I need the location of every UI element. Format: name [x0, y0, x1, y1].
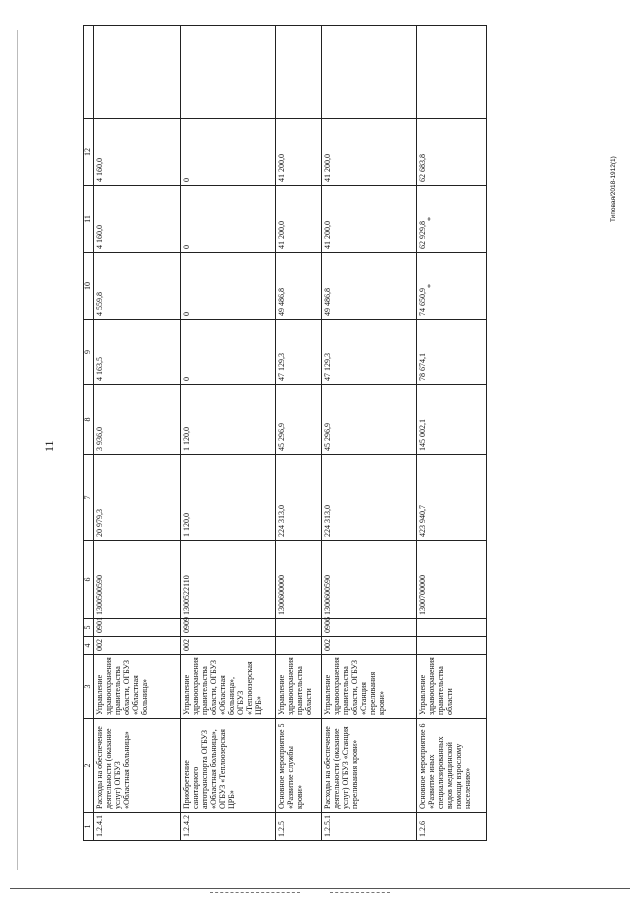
row-target-article: 1300522110	[181, 541, 276, 619]
row-code: 1.2.5.1	[322, 813, 417, 841]
row-year-5: 62 683,8	[417, 119, 487, 186]
row-grbs	[417, 637, 487, 655]
row-year-1: 1 120,0	[181, 385, 276, 455]
table-row	[417, 26, 487, 841]
header-cell: 11	[84, 186, 94, 253]
row-year-4	[417, 186, 487, 253]
row-total: 224 313,0	[322, 455, 417, 541]
row-executor: Управление здравоохранения правительства области	[276, 655, 322, 719]
rotated-table-container	[83, 36, 487, 841]
row-section: 0906	[322, 619, 417, 637]
header-cell: 10	[84, 253, 94, 320]
row-year-2: 0	[181, 320, 276, 385]
row-description: Приобретение санитарного автотранспорта ОГБУЗ «Областная больница», ОГБУЗ «Теплоозерская ЦРБ»	[181, 719, 276, 813]
row-total: 20 979,3	[94, 455, 181, 541]
row-blank	[94, 26, 181, 119]
row-section	[276, 619, 322, 637]
row-grbs: 002	[322, 637, 417, 655]
table-row	[181, 26, 276, 841]
row-year-1: 45 296,9	[322, 385, 417, 455]
row-section: 0909	[181, 619, 276, 637]
row-executor: Управление здравоохранения правительства области	[417, 655, 487, 719]
row-description: Расходы на обеспечение деятельности (оказание услуг) ОГБУЗ «Станция переливания крови»	[322, 719, 417, 813]
page-bottom-rule	[10, 888, 630, 889]
row-year-3	[417, 253, 487, 320]
document-code: Типовая/2018-1912(1)	[610, 156, 617, 222]
row-year-1: 145 002,1	[417, 385, 487, 455]
row-year-2: 47 129,3	[322, 320, 417, 385]
row-total: 224 313,0	[276, 455, 322, 541]
row-grbs: 002	[181, 637, 276, 655]
table-row	[94, 26, 181, 841]
row-year-1: 3 936,0	[94, 385, 181, 455]
scan-artifact-dash	[210, 892, 300, 893]
row-target-article: 1300600000	[276, 541, 322, 619]
row-year-3-value: 74 650,9	[418, 288, 427, 316]
row-total: 423 940,7	[417, 455, 487, 541]
row-description: Основное мероприятие 6 «Развитие иных специализированных видов медицинской помощи взрослому населению»	[417, 719, 487, 813]
row-code: 1.2.4.2	[181, 813, 276, 841]
row-code: 1.2.4.1	[94, 813, 181, 841]
row-year-5: 41 200,0	[276, 119, 322, 186]
row-year-1: 45 296,9	[276, 385, 322, 455]
budget-table	[83, 25, 487, 841]
scan-artifact-dash	[330, 892, 390, 893]
header-cell-blank	[84, 26, 94, 119]
header-cell: 12	[84, 119, 94, 186]
row-year-5: 0	[181, 119, 276, 186]
table-row	[276, 26, 322, 841]
row-target-article: 1300500590	[94, 541, 181, 619]
header-cell: 6	[84, 541, 94, 619]
header-cell: 7	[84, 455, 94, 541]
row-year-4: 0	[181, 186, 276, 253]
row-year-3: 49 486,8	[322, 253, 417, 320]
row-year-5: 4 160,0	[94, 119, 181, 186]
row-section: 0901	[94, 619, 181, 637]
table-row	[322, 26, 417, 841]
scan-edge-line	[17, 30, 18, 870]
row-section	[417, 619, 487, 637]
header-cell: 9	[84, 320, 94, 385]
row-year-5: 41 200,0	[322, 119, 417, 186]
row-executor: Управление здравоохранения правительства области, ОГБУЗ «Областная больница»	[94, 655, 181, 719]
row-executor: Управление здравоохранения правительства области, ОГБУЗ «Областная больница», ОГБУЗ «Теплоозерская ЦРБ»	[181, 655, 276, 719]
header-cell: 5	[84, 619, 94, 637]
row-code: 1.2.6	[417, 813, 487, 841]
row-blank	[322, 26, 417, 119]
row-year-4-value: 62 929,8	[418, 221, 427, 249]
page-number: 11	[42, 440, 56, 452]
row-target-article: 1300700000	[417, 541, 487, 619]
row-grbs: 002	[94, 637, 181, 655]
row-blank	[276, 26, 322, 119]
row-year-3: 4 559,8	[94, 253, 181, 320]
header-cell: 1	[84, 813, 94, 841]
header-cell: 2	[84, 719, 94, 813]
row-blank	[417, 26, 487, 119]
row-blank	[181, 26, 276, 119]
row-year-2: 78 674,1	[417, 320, 487, 385]
row-year-4: 41 200,0	[322, 186, 417, 253]
row-grbs	[276, 637, 322, 655]
row-year-3: 0	[181, 253, 276, 320]
row-year-4: 41 200,0	[276, 186, 322, 253]
header-row	[84, 26, 94, 841]
row-year-3: 49 486,8	[276, 253, 322, 320]
row-description: Расходы на обеспечение деятельности (оказание услуг) ОГБУЗ «Областная больница»	[94, 719, 181, 813]
row-year-2: 47 129,3	[276, 320, 322, 385]
row-description: Основное мероприятие 5 «Развитие службы крови»	[276, 719, 322, 813]
row-total: 1 120,0	[181, 455, 276, 541]
row-year-2: 4 163,5	[94, 320, 181, 385]
row-year-4: 4 160,0	[94, 186, 181, 253]
asterisk-mark: *	[425, 217, 435, 221]
row-target-article: 1300600590	[322, 541, 417, 619]
asterisk-mark: *	[425, 284, 435, 288]
header-cell: 3	[84, 655, 94, 719]
header-cell: 8	[84, 385, 94, 455]
header-cell: 4	[84, 637, 94, 655]
row-executor: Управление здравоохранения правительства области, ОГБУЗ «Станция переливания крови»	[322, 655, 417, 719]
row-code: 1.2.5	[276, 813, 322, 841]
